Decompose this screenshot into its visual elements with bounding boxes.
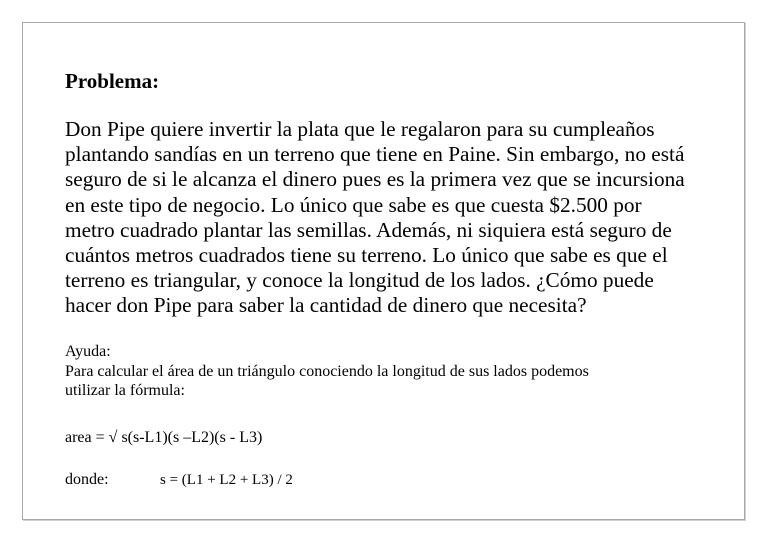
problem-title: Problema: <box>65 69 160 93</box>
problem-line: terreno es triangular, y conoce la longitud de los lados. ¿Cómo puede <box>65 268 654 293</box>
help-section <box>65 342 589 401</box>
area-formula: area = √ s(s-L1)(s –L2)(s - L3) <box>65 429 263 446</box>
problem-line: hacer don Pipe para saber la cantidad de dinero que necesita? <box>65 293 587 318</box>
problem-line: seguro de si le alcanza el dinero pues es la primera vez que se incursiona <box>65 167 685 192</box>
where-definition <box>65 470 293 490</box>
problem-statement <box>65 117 745 319</box>
help-line: utilizar la fórmula: <box>65 382 185 399</box>
semiperimeter-formula: s = (L1 + L2 + L3) / 2 <box>160 472 293 488</box>
where-label: donde: <box>65 471 109 488</box>
help-line: Para calcular el área de un triángulo conociendo la longitud de sus lados podemos <box>65 362 589 380</box>
problem-line: metro cuadrado plantar las semillas. Además, ni siquiera está seguro de <box>65 217 672 242</box>
problem-line: cuántos metros cuadrados tiene su terreno. Lo único que sabe es que el <box>65 243 668 268</box>
help-heading: Ayuda: <box>65 343 111 360</box>
problem-line: plantando sandías en un terreno que tiene en Paine. Sin embargo, no está <box>65 142 685 167</box>
problem-line: en este tipo de negocio. Lo único que sabe es que cuesta $2.500 por <box>65 192 642 217</box>
problem-line: Don Pipe quiere invertir la plata que le regalaron para su cumpleaños <box>65 117 655 141</box>
